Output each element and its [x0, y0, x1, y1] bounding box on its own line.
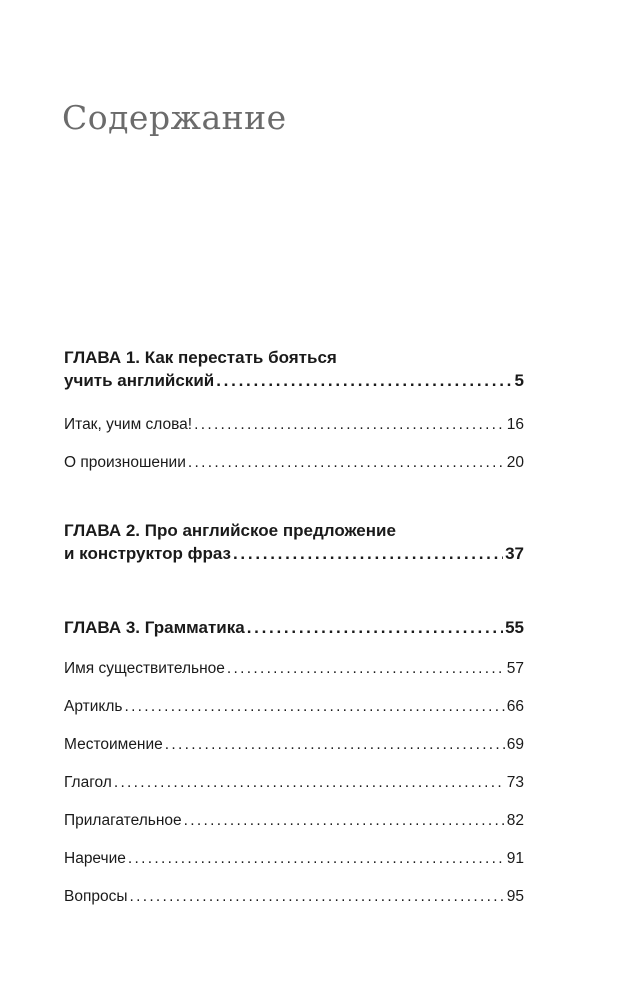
- section-label: Местоимение: [64, 736, 163, 753]
- chapter-2-title-line-2: и конструктор фраз: [64, 544, 231, 563]
- section-page-number: 95: [506, 888, 524, 905]
- dot-leader: [129, 886, 504, 908]
- dot-leader: [188, 452, 505, 474]
- section-page-number: 91: [506, 850, 524, 867]
- section-page-number: 73: [506, 774, 524, 791]
- toc-section-article[interactable]: [64, 696, 524, 718]
- toc-section-pronoun[interactable]: [64, 734, 524, 756]
- toc-section-questions[interactable]: [64, 886, 524, 908]
- section-page-number: 16: [506, 416, 524, 433]
- toc-section-verb[interactable]: [64, 772, 524, 794]
- dot-leader: [194, 414, 505, 436]
- toc-chapter-3[interactable]: [64, 616, 524, 639]
- dot-leader: [247, 616, 503, 639]
- dot-leader: [233, 542, 503, 565]
- dot-leader: [216, 369, 512, 392]
- toc-section-adverb[interactable]: [64, 848, 524, 870]
- dot-leader: [128, 848, 505, 870]
- dot-leader: [114, 772, 505, 794]
- chapter-1-page-number: 5: [514, 371, 524, 390]
- dot-leader: [184, 810, 505, 832]
- dot-leader: [124, 696, 504, 718]
- chapter-2-title-line-1: ГЛАВА 2. Про английское предложение: [64, 521, 396, 540]
- dot-leader: [227, 658, 505, 680]
- toc-section-adjective[interactable]: [64, 810, 524, 832]
- toc-chapter-2[interactable]: [64, 519, 524, 565]
- section-page-number: 66: [506, 698, 524, 715]
- toc-section-pronunciation[interactable]: [64, 452, 524, 474]
- section-page-number: 57: [506, 660, 524, 677]
- toc-section-noun[interactable]: [64, 658, 524, 680]
- dot-leader: [165, 734, 505, 756]
- chapter-3-page-number: 55: [505, 618, 524, 637]
- section-label: Имя существительное: [64, 660, 225, 677]
- section-page-number: 82: [506, 812, 524, 829]
- chapter-2-page-number: 37: [505, 544, 524, 563]
- chapter-1-title-line-1: ГЛАВА 1. Как перестать бояться: [64, 348, 337, 367]
- chapter-3-title: ГЛАВА 3. Грамматика: [64, 618, 245, 637]
- chapter-1-title-line-2: учить английский: [64, 371, 215, 390]
- section-label: Итак, учим слова!: [64, 416, 193, 433]
- section-label: Вопросы: [64, 888, 128, 905]
- section-page-number: 69: [506, 736, 524, 753]
- section-label: Прилагательное: [64, 812, 182, 829]
- section-label: Артикль: [64, 698, 123, 715]
- section-label: Наречие: [64, 850, 126, 867]
- section-label: Глагол: [64, 774, 112, 791]
- toc-chapter-1[interactable]: [64, 346, 524, 392]
- section-page-number: 20: [506, 454, 524, 471]
- toc-section-words[interactable]: [64, 414, 524, 436]
- page-title: Содержание: [62, 98, 287, 137]
- section-label: О произношении: [64, 454, 186, 471]
